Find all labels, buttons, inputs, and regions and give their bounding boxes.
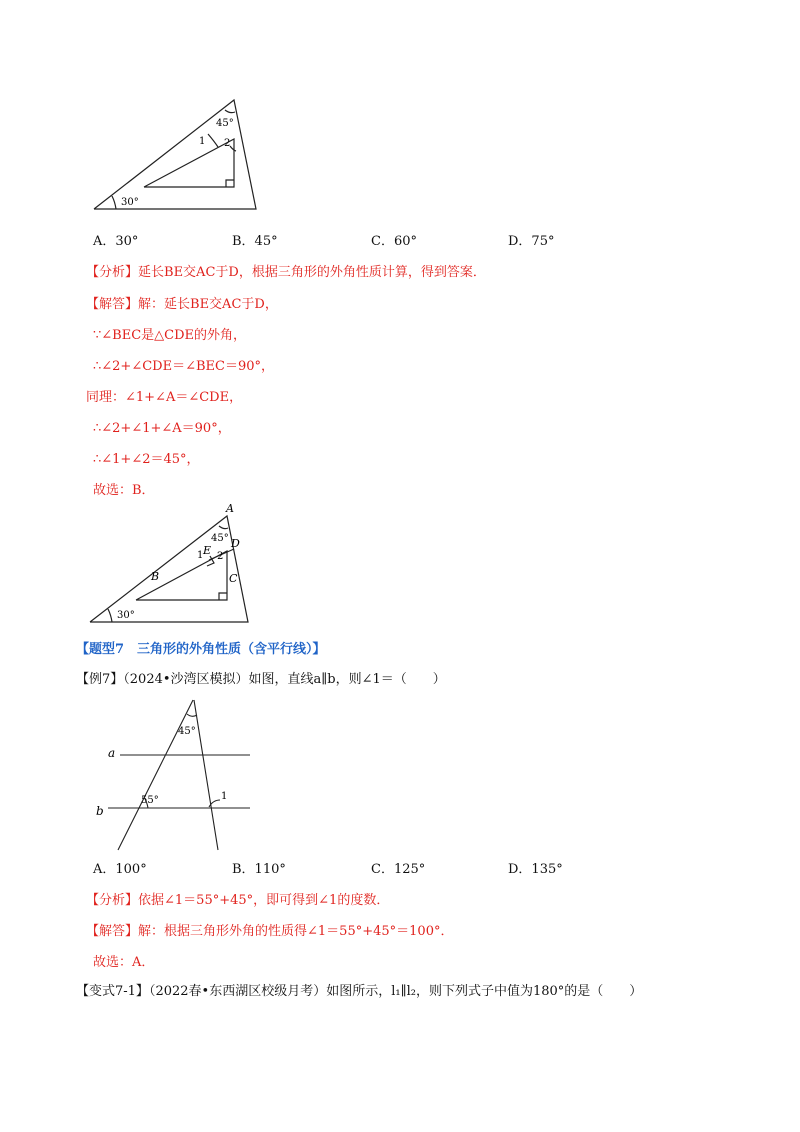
figure1-label-45: 45° — [216, 118, 234, 129]
figure2-label-2: 2 — [217, 551, 224, 562]
analysis-tag: 【分析】 — [86, 893, 139, 908]
inner-triangle — [144, 139, 234, 187]
figure1-label-30: 30° — [121, 197, 139, 208]
figure2-label-c: C — [229, 572, 238, 585]
triangle-figure-1 — [90, 94, 265, 214]
angle-arc-top — [187, 714, 197, 716]
q6-option-a: A．30° — [93, 234, 139, 249]
figure2-label-e: E — [203, 544, 212, 557]
figure2-label-45: 45° — [211, 533, 229, 544]
answer-line: ∴∠1+∠2＝45°， — [93, 452, 200, 467]
angle-arc-2 — [230, 146, 236, 151]
q6-option-c: C．60° — [371, 234, 417, 249]
q6-option-d: D．75° — [508, 234, 555, 249]
line-b-label: b — [96, 804, 104, 818]
variant7-1-question — [76, 983, 642, 1001]
figure3-label-55: 55° — [141, 795, 159, 806]
q6-option-b: B．45° — [232, 234, 278, 249]
answer-line: 同理：∠1+∠A＝∠CDE， — [86, 390, 243, 405]
example-source: （2024•沙湾区模拟） — [123, 672, 249, 687]
triangle-figure-2 — [86, 496, 266, 628]
answer-tag: 【解答】 — [86, 297, 139, 312]
angle-arc-bottom — [112, 196, 116, 209]
example-tag: 【例7】 — [76, 672, 124, 687]
figure1-label-1: 1 — [199, 136, 206, 147]
figure2-label-a: A — [226, 502, 234, 515]
answer-line: ∴∠2+∠CDE＝∠BEC＝90°， — [93, 359, 275, 374]
figure3-label-45: 45° — [178, 726, 196, 737]
analysis-tag: 【分析】 — [86, 265, 139, 280]
figure1-label-2: 2 — [224, 138, 231, 149]
figure3-label-1: 1 — [221, 791, 228, 802]
angle-arc-top — [225, 110, 235, 113]
example-text: 如图，直线a∥b，则∠1＝（ ） — [248, 672, 446, 687]
outer-triangle — [90, 516, 248, 622]
q7-option-b: B．110° — [232, 862, 286, 877]
analysis-text: 依据∠1＝55°+45°，即可得到∠1的度数． — [138, 893, 390, 908]
answer-text: 解：根据三角形外角的性质得∠1＝55°+45°＝100°． — [138, 924, 454, 939]
answer-line: 解：延长BE交AC于D， — [138, 297, 278, 312]
right-angle-mark — [226, 180, 234, 187]
example7-question — [76, 671, 446, 689]
answer-tag: 【解答】 — [86, 924, 139, 939]
q7-analysis — [86, 892, 389, 910]
variant-text: 如图所示，l₁∥l₂，则下列式子中值为180°的是（ ） — [326, 984, 643, 999]
answer-line: ∵∠BEC是△CDE的外角， — [93, 328, 247, 343]
q6-analysis — [86, 264, 486, 282]
parallel-lines-figure — [96, 694, 260, 854]
q7-answer — [86, 923, 453, 941]
answer-line: 故选：B． — [93, 483, 155, 498]
q7-choice: 故选：A． — [93, 955, 155, 970]
right-angle-mark — [219, 593, 227, 600]
analysis-text: 延长BE交AC于D，根据三角形的外角性质计算，得到答案． — [138, 265, 486, 280]
angle-arc-bottom — [108, 609, 112, 622]
q7-option-c: C．125° — [371, 862, 426, 877]
transversal-left — [118, 700, 193, 850]
outer-triangle — [94, 100, 256, 209]
answer-line: ∴∠2+∠1+∠A＝90°， — [93, 421, 231, 436]
line-a-label: a — [108, 746, 116, 760]
figure2-label-d: D — [231, 537, 240, 550]
q7-option-a: A．100° — [93, 862, 147, 877]
figure2-label-1: 1 — [197, 550, 204, 561]
variant-tag: 【变式7-1】 — [76, 984, 149, 999]
q7-option-d: D．135° — [508, 862, 563, 877]
q6-answer — [86, 296, 278, 314]
angle-arc-1 — [208, 134, 218, 147]
transversal-right — [194, 700, 218, 850]
section-title: 【题型7 三角形的外角性质（含平行线）】 — [76, 642, 326, 657]
figure2-label-b: B — [151, 570, 160, 583]
figure2-label-30: 30° — [117, 610, 135, 621]
variant-source: （2022春•东西湖区校级月考） — [148, 984, 327, 999]
angle-arc-top — [219, 526, 228, 529]
